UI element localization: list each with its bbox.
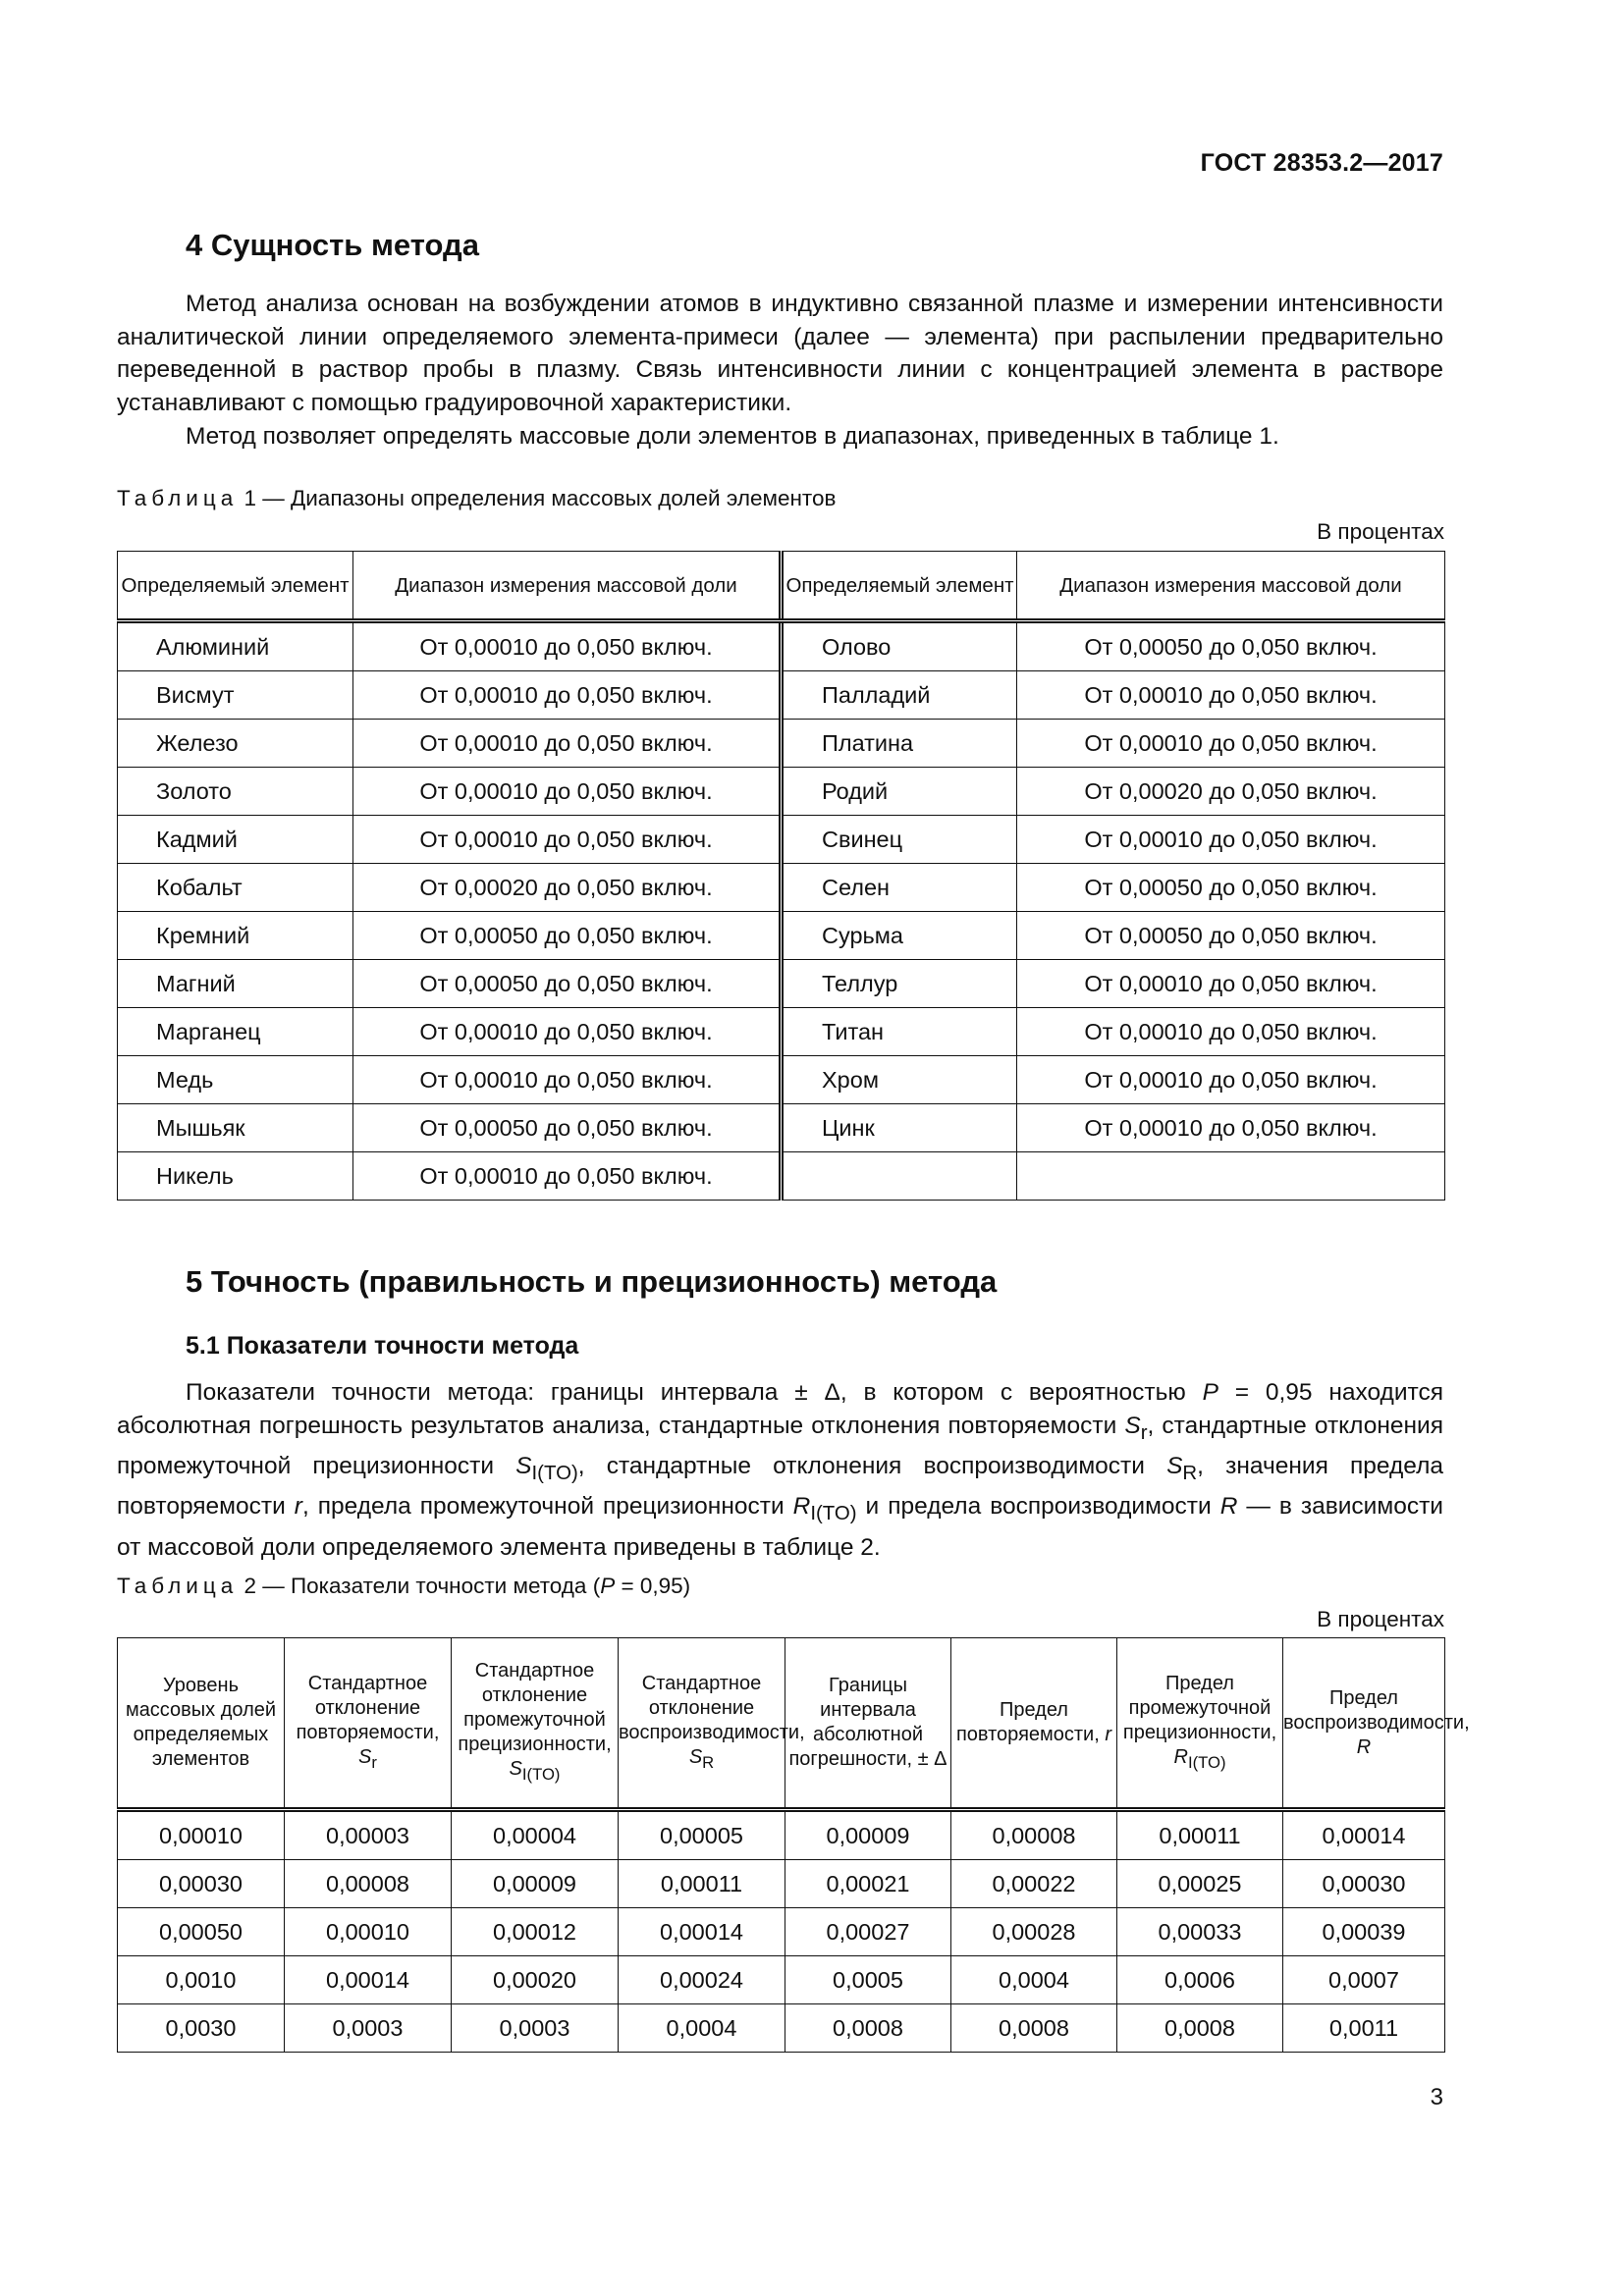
- cell-range: От 0,00010 до 0,050 включ.: [353, 768, 782, 816]
- cell-element: Хром: [782, 1056, 1017, 1104]
- cell-element: Селен: [782, 864, 1017, 912]
- paragraph-text: Метод позволяет определять массовые доли элементов в диапазонах, приведенных в таблице 1.: [186, 423, 1279, 450]
- table-cell: 0,0005: [785, 1956, 951, 2004]
- table-cell: 0,00014: [285, 1956, 452, 2004]
- table-2-col-sr: [285, 1638, 452, 1810]
- cell-element: Сурьма: [782, 912, 1017, 960]
- table-cell: 0,0008: [785, 2004, 951, 2053]
- table-row: [118, 960, 1445, 1008]
- symbol-R: R: [1219, 1493, 1238, 1521]
- table-cell: 0,00010: [285, 1908, 452, 1956]
- cell-range: От 0,00010 до 0,050 включ.: [1017, 720, 1445, 768]
- cell-element: Никель: [118, 1152, 353, 1201]
- symbol-SI: S: [515, 1452, 532, 1479]
- table-cell: 0,0004: [951, 1956, 1117, 2004]
- cell-range: От 0,00010 до 0,050 включ.: [353, 720, 782, 768]
- table-cell: 0,00033: [1117, 1908, 1283, 1956]
- cell-element: Марганец: [118, 1008, 353, 1056]
- table-cell: 0,00039: [1283, 1908, 1445, 1956]
- symbol-sub: I(TO): [521, 1765, 561, 1784]
- cell-element: Золото: [118, 768, 353, 816]
- cell-element: Алюминий: [118, 621, 353, 671]
- cell-element: Теллур: [782, 960, 1017, 1008]
- symbol-r: r: [1105, 1724, 1112, 1745]
- cell-range: От 0,00050 до 0,050 включ.: [1017, 621, 1445, 671]
- paragraph-text: [117, 1376, 1443, 1564]
- table-1-header-row: [118, 552, 1445, 621]
- table-cell: 0,00004: [452, 1810, 619, 1860]
- cell-element: Титан: [782, 1008, 1017, 1056]
- symbol-RI: R: [792, 1493, 811, 1521]
- cell-element: Висмут: [118, 671, 353, 720]
- symbol-SR: S: [1166, 1452, 1183, 1479]
- table-cell: 0,00009: [785, 1810, 951, 1860]
- cell-range: От 0,00010 до 0,050 включ.: [353, 816, 782, 864]
- table-cell: 0,00014: [1283, 1810, 1445, 1860]
- table-1-col-range: Диапазон измерения массовой доли: [1017, 552, 1445, 621]
- text-run: , значения предела повторяемости: [117, 1452, 1443, 1521]
- symbol-sub: r: [371, 1752, 377, 1772]
- table-cell: 0,00014: [619, 1908, 785, 1956]
- section-5-1-heading: 5.1 Показатели точности метода: [186, 1332, 579, 1360]
- table-2-col-R: [1283, 1638, 1470, 1810]
- cell-range: От 0,00010 до 0,050 включ.: [353, 621, 782, 671]
- text-run: , стандартные отклонения воспроизводимости: [577, 1452, 1167, 1479]
- cell-range: От 0,00010 до 0,050 включ.: [353, 671, 782, 720]
- table-row: [118, 912, 1445, 960]
- cell-range: От 0,00020 до 0,050 включ.: [353, 864, 782, 912]
- table-row: [118, 2004, 1445, 2053]
- table-row: [118, 1008, 1445, 1056]
- symbol-Sr: S: [358, 1745, 372, 1768]
- symbol-Sr: S: [1124, 1412, 1141, 1439]
- table-cell: 0,00020: [452, 1956, 619, 2004]
- symbol-RI-sub: I(TO): [810, 1503, 857, 1525]
- cell-range: От 0,00010 до 0,050 включ.: [353, 1008, 782, 1056]
- table-cell: 0,00030: [118, 1860, 285, 1908]
- table-1-caption: [117, 486, 836, 511]
- table-cell: 0,00050: [118, 1908, 285, 1956]
- symbol-r: r: [294, 1493, 302, 1521]
- section-4-paragraph-2: [117, 420, 1443, 454]
- symbol-RI: R: [1173, 1745, 1188, 1768]
- cell-element: Олово: [782, 621, 1017, 671]
- table-1-col-element: Определяемый элемент: [782, 552, 1017, 621]
- table-cell: 0,00028: [951, 1908, 1117, 1956]
- cell-element: Кобальт: [118, 864, 353, 912]
- table-2-col-delta: Границы интервала абсолютной погрешности, ± Δ: [785, 1638, 951, 1810]
- table-cell: 0,00008: [951, 1810, 1117, 1860]
- table-2: [117, 1637, 1470, 2053]
- table-2-col-sR: [619, 1638, 805, 1810]
- table-2-col-RI: [1117, 1638, 1283, 1810]
- table-cell: 0,00022: [951, 1860, 1117, 1908]
- table-cell: 0,0003: [285, 2004, 452, 2053]
- table-caption-text: 1 — Диапазоны определения массовых долей элементов: [238, 486, 837, 510]
- cell-element: Железо: [118, 720, 353, 768]
- table-cell: 0,00003: [285, 1810, 452, 1860]
- symbol-SR-sub: R: [1182, 1462, 1198, 1484]
- table-cell: 0,0003: [452, 2004, 619, 2053]
- table-row: [118, 816, 1445, 864]
- table-row: [118, 768, 1445, 816]
- header-text: Стандартное отклонение воспроизводимости,: [619, 1672, 805, 1743]
- symbol-sub: R: [702, 1752, 715, 1772]
- cell-range: От 0,00010 до 0,050 включ.: [1017, 671, 1445, 720]
- symbol-SI-sub: I(TO): [531, 1462, 578, 1484]
- paragraph-text: Метод анализа основан на возбуждении атомов в индуктивно связанной плазме и измерении интенсивности аналитической линии определяемого элемента-примеси (далее — элемента) при распылении предварительно переведенной в раствор пробы в плазму. Связь интенсивности линии с концентрацией элемента в растворе устанавливают с помощью градуировочной характеристики.: [117, 291, 1443, 416]
- symbol-R: R: [1356, 1735, 1372, 1758]
- table-row: [118, 671, 1445, 720]
- section-5-heading: 5 Точность (правильность и прецизионность) метода: [186, 1264, 998, 1299]
- table-caption-word: Таблица: [117, 486, 239, 510]
- table-cell: 0,00024: [619, 1956, 785, 2004]
- table-row: [118, 864, 1445, 912]
- table-caption-text: = 0,95): [615, 1574, 691, 1598]
- table-cell: 0,0004: [619, 2004, 785, 2053]
- symbol-SR: S: [688, 1745, 703, 1768]
- cell-element: Кадмий: [118, 816, 353, 864]
- cell-range: [1017, 1152, 1445, 1201]
- table-cell: 0,00012: [452, 1908, 619, 1956]
- table-cell: 0,00009: [452, 1860, 619, 1908]
- table-row: [118, 1860, 1445, 1908]
- symbol-Sr-sub: r: [1140, 1421, 1148, 1444]
- cell-element: Свинец: [782, 816, 1017, 864]
- cell-element: Мышьяк: [118, 1104, 353, 1152]
- table-2-col-level: Уровень массовых долей определяемых элементов: [118, 1638, 285, 1810]
- table-row: [118, 720, 1445, 768]
- table-2-col-si: [452, 1638, 619, 1810]
- header-text: Стандартное отклонение повторяемости,: [296, 1672, 440, 1743]
- table-cell: 0,0030: [118, 2004, 285, 2053]
- cell-range: От 0,00020 до 0,050 включ.: [1017, 768, 1445, 816]
- table-2-col-r: [951, 1638, 1117, 1810]
- cell-range: От 0,00050 до 0,050 включ.: [1017, 864, 1445, 912]
- table-cell: 0,0011: [1283, 2004, 1445, 2053]
- cell-range: От 0,00050 до 0,050 включ.: [353, 912, 782, 960]
- table-1-unit: В процентах: [1317, 519, 1444, 544]
- cell-range: От 0,00050 до 0,050 включ.: [353, 1104, 782, 1152]
- table-cell: 0,00011: [1117, 1810, 1283, 1860]
- table-caption-word: Таблица: [117, 1574, 239, 1598]
- table-cell: 0,0010: [118, 1956, 285, 2004]
- table-cell: 0,0006: [1117, 1956, 1283, 2004]
- page-number: 3: [1430, 2084, 1443, 2110]
- table-cell: 0,00027: [785, 1908, 951, 1956]
- section-4-paragraph-1: [117, 288, 1443, 419]
- table-cell: 0,00021: [785, 1860, 951, 1908]
- cell-element: Кремний: [118, 912, 353, 960]
- cell-element: Цинк: [782, 1104, 1017, 1152]
- table-cell: 0,0008: [951, 2004, 1117, 2053]
- text-run: и предела воспроизводимости: [856, 1493, 1220, 1521]
- table-1-col-range: Диапазон измерения массовой доли: [353, 552, 782, 621]
- cell-range: От 0,00010 до 0,050 включ.: [1017, 1104, 1445, 1152]
- table-2-body: [118, 1810, 1445, 2053]
- cell-element: [782, 1152, 1017, 1201]
- table-caption-text: 2 — Показатели точности метода (: [238, 1574, 601, 1598]
- header-text: Предел повторяемости,: [955, 1699, 1106, 1745]
- symbol-SI: S: [509, 1758, 522, 1780]
- cell-element: Медь: [118, 1056, 353, 1104]
- cell-element: Платина: [782, 720, 1017, 768]
- table-cell: 0,00010: [118, 1810, 285, 1860]
- cell-range: От 0,00050 до 0,050 включ.: [1017, 912, 1445, 960]
- table-row: [118, 621, 1445, 671]
- table-cell: 0,00025: [1117, 1860, 1283, 1908]
- section-5-1-paragraph: [117, 1376, 1443, 1564]
- header-text: Предел промежуточной прецизионности,: [1122, 1672, 1277, 1743]
- cell-range: От 0,00010 до 0,050 включ.: [1017, 1008, 1445, 1056]
- table-cell: 0,00030: [1283, 1860, 1445, 1908]
- table-1-body: [118, 621, 1445, 1201]
- table-row: [118, 1056, 1445, 1104]
- table-cell: 0,00011: [619, 1860, 785, 1908]
- table-row: [118, 1104, 1445, 1152]
- header-text: Предел воспроизводимости,: [1283, 1686, 1470, 1734]
- cell-element: Родий: [782, 768, 1017, 816]
- table-row: [118, 1908, 1445, 1956]
- table-2-unit: В процентах: [1317, 1607, 1444, 1631]
- symbol-sub: I(TO): [1187, 1752, 1226, 1772]
- document-header-gost: ГОСТ 28353.2—2017: [1200, 149, 1443, 177]
- symbol-P: P: [600, 1574, 616, 1598]
- section-4-heading: 4 Сущность метода: [186, 228, 479, 262]
- table-2-header-row: [118, 1638, 1445, 1810]
- table-row: [118, 1152, 1445, 1201]
- table-cell: 0,0008: [1117, 2004, 1283, 2053]
- table-2-caption: [117, 1574, 690, 1599]
- cell-element: Палладий: [782, 671, 1017, 720]
- table-cell: 0,0007: [1283, 1956, 1445, 2004]
- table-1-col-element: Определяемый элемент: [118, 552, 353, 621]
- text-run: = 0,95 находится абсолютная погрешность результатов анализа, стандартные отклонения повторяемости: [117, 1379, 1443, 1439]
- cell-element: Магний: [118, 960, 353, 1008]
- text-run: — в зависимости от массовой доли определяемого элемента приведены в таблице 2.: [117, 1493, 1443, 1561]
- cell-range: От 0,00010 до 0,050 включ.: [1017, 1056, 1445, 1104]
- table-1: [117, 551, 1445, 1201]
- cell-range: От 0,00010 до 0,050 включ.: [353, 1056, 782, 1104]
- table-row: [118, 1956, 1445, 2004]
- cell-range: От 0,00050 до 0,050 включ.: [353, 960, 782, 1008]
- header-text: Стандартное отклонение промежуточной прецизионности,: [458, 1660, 612, 1755]
- table-row: [118, 1810, 1445, 1860]
- table-cell: 0,00008: [285, 1860, 452, 1908]
- symbol-P: P: [1202, 1379, 1218, 1406]
- table-cell: 0,00005: [619, 1810, 785, 1860]
- cell-range: От 0,00010 до 0,050 включ.: [1017, 960, 1445, 1008]
- text-run: , предела промежуточной прецизионности: [301, 1493, 793, 1521]
- text-run: Показатели точности метода: границы интервала ± Δ, в котором с вероятностью: [186, 1379, 1203, 1406]
- text-run: , стандартные отклонения промежуточной прецизионности: [117, 1412, 1443, 1479]
- cell-range: От 0,00010 до 0,050 включ.: [353, 1152, 782, 1201]
- cell-range: От 0,00010 до 0,050 включ.: [1017, 816, 1445, 864]
